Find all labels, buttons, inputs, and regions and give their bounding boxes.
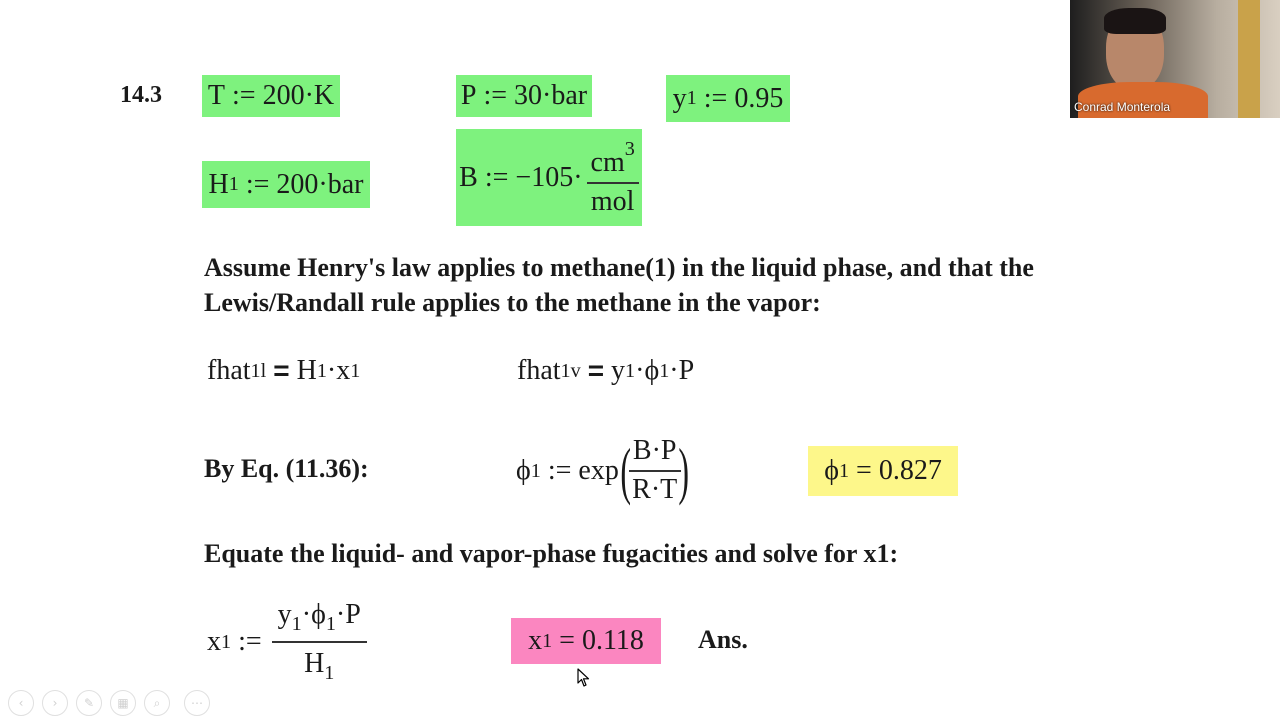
pressure-value: 30 — [514, 80, 543, 111]
x1-result — [511, 618, 661, 664]
webcam-person-hair — [1104, 8, 1166, 34]
h-subscript: 1 — [316, 359, 327, 382]
equals-op: = — [559, 625, 575, 656]
next-slide-icon[interactable]: › — [42, 690, 68, 716]
equals-op: = — [273, 355, 290, 386]
liquid-fugacity-equation: fhat 1 l = H 1 · x 1 — [207, 355, 361, 386]
fhat-subscript: 1 — [250, 359, 261, 382]
assign-op: := — [703, 82, 728, 114]
temperature-unit: K — [313, 80, 335, 111]
x1-definition — [207, 596, 367, 688]
h1-unit: bar — [327, 168, 364, 200]
x-symbol: x — [336, 355, 351, 386]
x1-fraction: $\frac{y_1\cdot\phi_1\cdot P}{H_1}$ — [272, 600, 367, 684]
y-subscript: 1 — [625, 359, 636, 382]
phi-definition — [516, 430, 691, 512]
given-temperature: T := 200 · K — [202, 75, 340, 117]
pressure-unit: bar — [551, 80, 588, 111]
zoom-icon[interactable]: ⌕ — [144, 690, 170, 716]
problem-number: 14.3 — [120, 82, 162, 108]
pen-icon[interactable]: ✎ — [76, 690, 102, 716]
exp-fraction — [628, 436, 681, 506]
phi-subscript: 1 — [659, 359, 670, 382]
more-options-icon[interactable]: ⋯ — [184, 690, 210, 716]
given-virial-coefficient: B := −105 · $\frac{cm^3}{\text{mol}}$ — [456, 129, 642, 226]
x-subscript: 1 — [350, 359, 361, 382]
webcam-backdrop-object — [1238, 0, 1260, 118]
exp-numerator: B·P — [629, 436, 681, 472]
h-symbol: H — [304, 648, 325, 679]
p-symbol: P — [678, 355, 695, 386]
y-var: y — [672, 82, 687, 114]
exp-function: exp — [578, 455, 619, 486]
assign-op: := — [484, 161, 509, 193]
phi-symbol: ϕ — [516, 455, 531, 486]
assign-op: := — [238, 626, 262, 657]
phi-subscript: 1 — [325, 612, 336, 635]
x-symbol: x — [207, 626, 221, 657]
temperature-var: T — [207, 80, 225, 111]
slides-grid-icon[interactable]: ▦ — [110, 690, 136, 716]
equation-reference-label: By Eq. (11.36): — [204, 454, 369, 483]
phi-result — [808, 446, 958, 496]
phi-subscript: 1 — [530, 459, 541, 482]
phi-subscript: 1 — [838, 459, 850, 482]
given-henry-constant: H 1 := 200 · bar — [202, 161, 370, 208]
h-subscript: 1 — [228, 173, 239, 195]
assign-op: := — [547, 455, 572, 486]
phi-symbol: ϕ — [311, 598, 326, 630]
previous-slide-icon[interactable]: ‹ — [8, 690, 34, 716]
y-symbol: y — [611, 355, 626, 386]
fhat-superscript: v — [570, 359, 581, 382]
b-unit-numerator: cm — [590, 146, 625, 178]
x-subscript: 1 — [221, 630, 232, 653]
h1-value: 200 — [276, 168, 319, 200]
p-symbol: P — [345, 598, 361, 630]
temperature-value: 200 — [262, 80, 305, 111]
left-paren: ( — [620, 435, 631, 506]
b-unit-fraction — [587, 138, 639, 218]
b-value: −105 — [515, 161, 574, 193]
phi-symbol: ϕ — [824, 455, 839, 486]
answer-label: Ans. — [698, 625, 748, 654]
b-unit-denominator: mol — [590, 185, 635, 217]
assign-op: := — [483, 80, 508, 111]
assumption-line-1: Assume Henry's law applies to methane(1) in the liquid phase, and that the — [204, 253, 1034, 282]
x1-value: 0.118 — [581, 625, 644, 656]
h-symbol: H — [296, 355, 317, 386]
equate-instruction: Equate the liquid- and vapor-phase fugacities and solve for x1: — [204, 539, 899, 568]
h-var: H — [208, 168, 229, 200]
x-subscript: 1 — [542, 629, 553, 652]
given-pressure: P := 30 · bar — [456, 75, 592, 117]
b-var: B — [459, 161, 478, 193]
assign-op: := — [231, 80, 256, 111]
vapor-fugacity-equation: fhat 1 v = y 1 · ϕ 1 · P — [517, 355, 695, 386]
phi-value: 0.827 — [878, 455, 942, 486]
fhat-symbol: fhat — [207, 355, 251, 386]
equals-op: = — [587, 355, 605, 386]
webcam-participant-name: Conrad Monterola — [1074, 100, 1171, 114]
given-vapor-fraction — [666, 75, 790, 122]
right-paren: ) — [678, 435, 690, 506]
b-unit-exponent: 3 — [624, 137, 635, 160]
fhat-symbol: fhat — [517, 355, 561, 386]
equals-op: = — [856, 455, 872, 486]
y1-value: 0.95 — [734, 82, 784, 114]
y-subscript: 1 — [686, 87, 697, 109]
fhat-subscript: 1 — [560, 359, 571, 382]
y-subscript: 1 — [291, 612, 302, 635]
y-symbol: y — [277, 598, 292, 630]
pressure-var: P — [460, 80, 477, 111]
phi-symbol: ϕ — [644, 355, 660, 386]
assign-op: := — [245, 168, 270, 200]
exp-denominator: R·T — [632, 474, 678, 505]
fhat-superscript: l — [260, 359, 267, 382]
mouse-cursor-icon — [577, 668, 591, 688]
x-symbol: x — [528, 625, 543, 656]
assumption-line-2: Lewis/Randall rule applies to the methane in the vapor: — [204, 288, 821, 317]
webcam-overlay — [1070, 0, 1280, 118]
h-subscript: 1 — [324, 662, 335, 685]
